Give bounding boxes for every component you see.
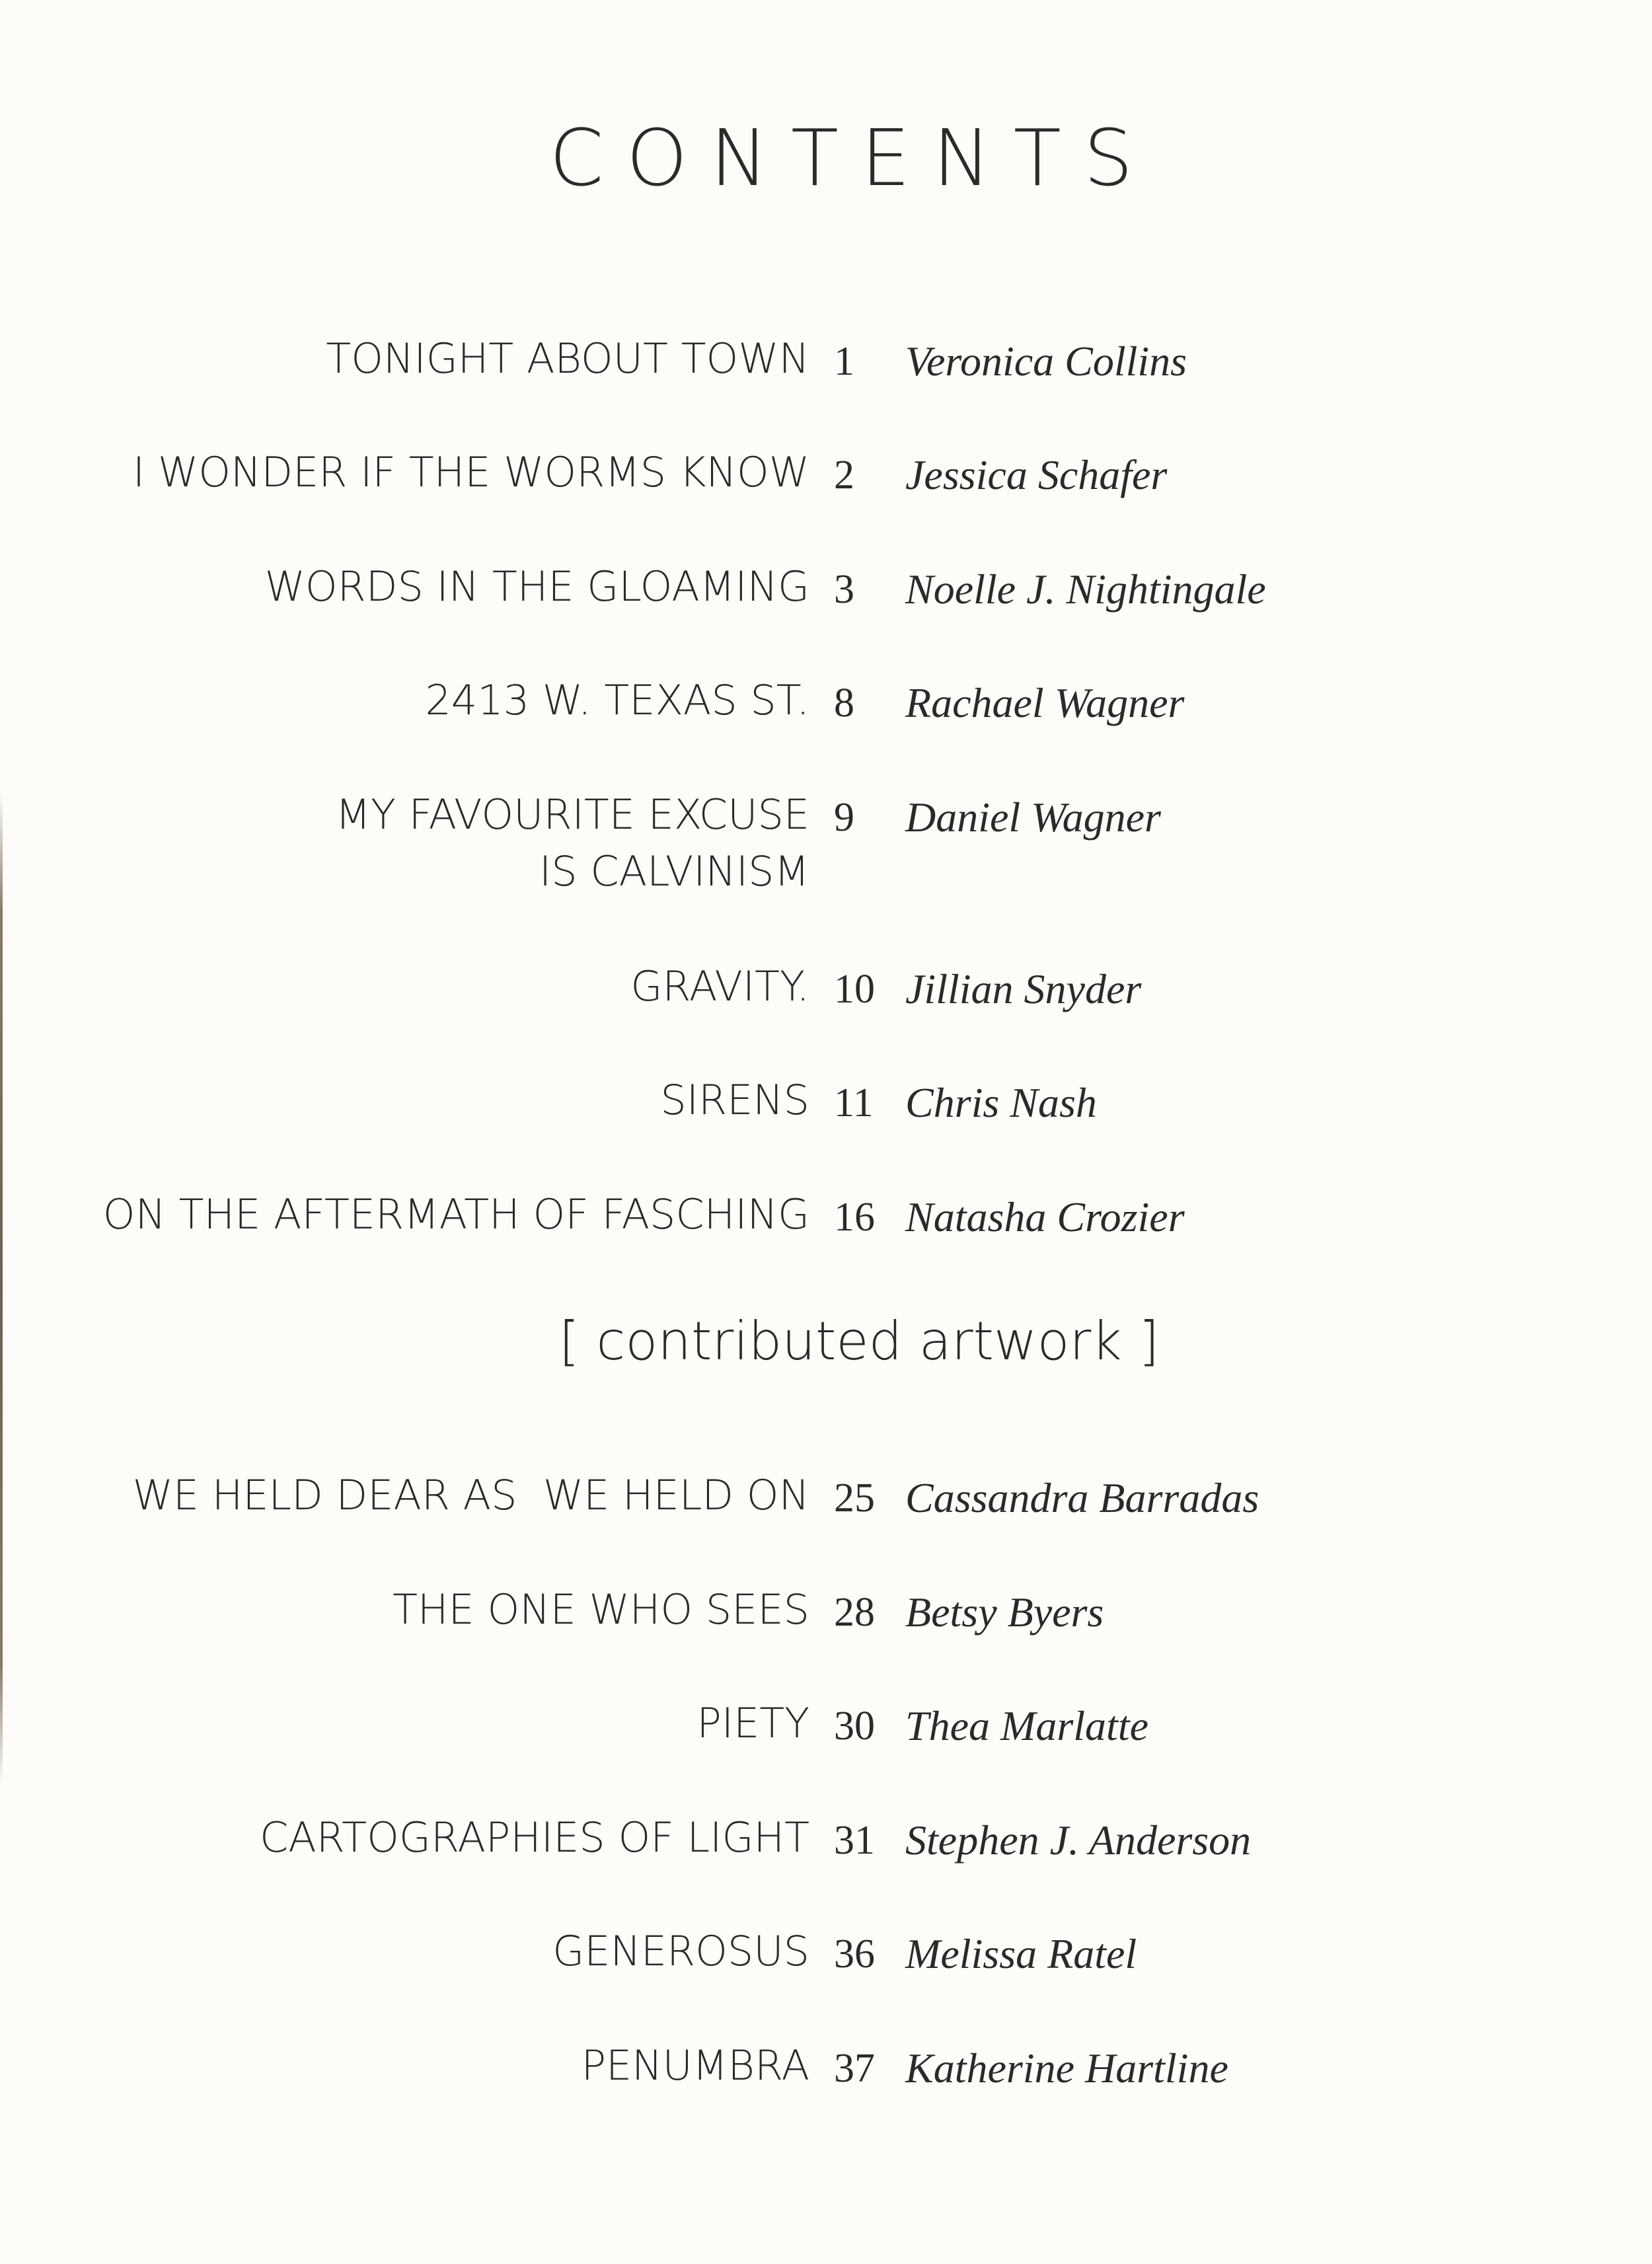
entry-page-number: 8 (834, 681, 854, 726)
entry-page-number: 3 (834, 567, 854, 612)
entry-author: Rachael Wagner (905, 679, 1185, 726)
entry-page-number: 28 (834, 1590, 875, 1635)
toc-entry (0, 1467, 1652, 1533)
entry-title-line-2: IS CALVINISM (539, 847, 809, 895)
toc-entry (0, 444, 1652, 510)
toc-entry (0, 330, 1652, 396)
entry-page-number: 1 (834, 339, 854, 384)
entry-title: CARTOGRAPHIES OF LIGHT (259, 1813, 809, 1862)
entry-page-number: 37 (834, 2046, 875, 2091)
entry-title: 2413 W. TEXAS ST. (425, 676, 809, 724)
entry-title: GRAVITY. (630, 962, 809, 1010)
entry-title: WORDS IN THE GLOAMING (264, 562, 809, 611)
section-separator: [ contributed artwork ] (558, 1310, 1160, 1372)
entry-title: THE ONE WHO SEES (393, 1585, 809, 1634)
toc-entry (0, 786, 1652, 905)
entry-title (336, 786, 809, 900)
entry-author: Thea Marlatte (905, 1702, 1148, 1749)
toc-entry (0, 2037, 1652, 2103)
entry-title-line-1: MY FAVOURITE EXCUSE (335, 790, 809, 839)
toc-entry (0, 958, 1652, 1024)
entry-title: SIRENS (660, 1076, 809, 1124)
entry-author: Jillian Snyder (905, 965, 1142, 1012)
toc-entry (0, 1809, 1652, 1875)
entry-author: Veronica Collins (905, 338, 1187, 385)
entry-title: PIETY (696, 1699, 809, 1747)
entry-author: Natasha Crozier (905, 1193, 1185, 1240)
entry-page-number: 25 (834, 1476, 875, 1521)
entry-page-number: 2 (834, 453, 854, 498)
entry-author: Stephen J. Anderson (905, 1817, 1252, 1864)
toc-entry (0, 558, 1652, 624)
entry-page-number: 9 (834, 795, 854, 840)
entry-page-number: 30 (834, 1704, 875, 1749)
toc-entry (0, 672, 1652, 738)
entry-author: Cassandra Barradas (905, 1474, 1259, 1521)
entry-page-number: 11 (834, 1080, 874, 1125)
toc-entry (0, 1581, 1652, 1647)
page-title: CONTENTS (549, 112, 1156, 204)
entry-title: WE HELD DEAR AS WE HELD ON (132, 1471, 809, 1519)
entry-page-number: 16 (834, 1195, 875, 1240)
entry-author: Chris Nash (905, 1079, 1097, 1126)
entry-title: TONIGHT ABOUT TOWN (326, 334, 809, 383)
entry-author: Noelle J. Nightingale (905, 566, 1266, 613)
entry-title: GENEROSUS (552, 1927, 809, 1975)
entry-page-number: 36 (834, 1932, 875, 1977)
entry-author: Betsy Byers (905, 1589, 1104, 1636)
entry-author: Melissa Ratel (905, 1930, 1137, 1977)
entry-author: Daniel Wagner (905, 794, 1161, 841)
entry-title: PENUMBRA (581, 2041, 809, 2090)
entry-author: Katherine Hartline (905, 2045, 1228, 2092)
toc-entry (0, 1923, 1652, 1989)
entry-page-number: 31 (834, 1818, 875, 1863)
entry-title: I WONDER IF THE WORMS KNOW (132, 448, 809, 496)
entry-title: ON THE AFTERMATH OF FASCHING (102, 1190, 809, 1238)
toc-entry (0, 1072, 1652, 1138)
toc-entry (0, 1695, 1652, 1761)
toc-entry (0, 1186, 1652, 1252)
entry-author: Jessica Schafer (905, 451, 1168, 498)
entry-page-number: 10 (834, 967, 875, 1012)
